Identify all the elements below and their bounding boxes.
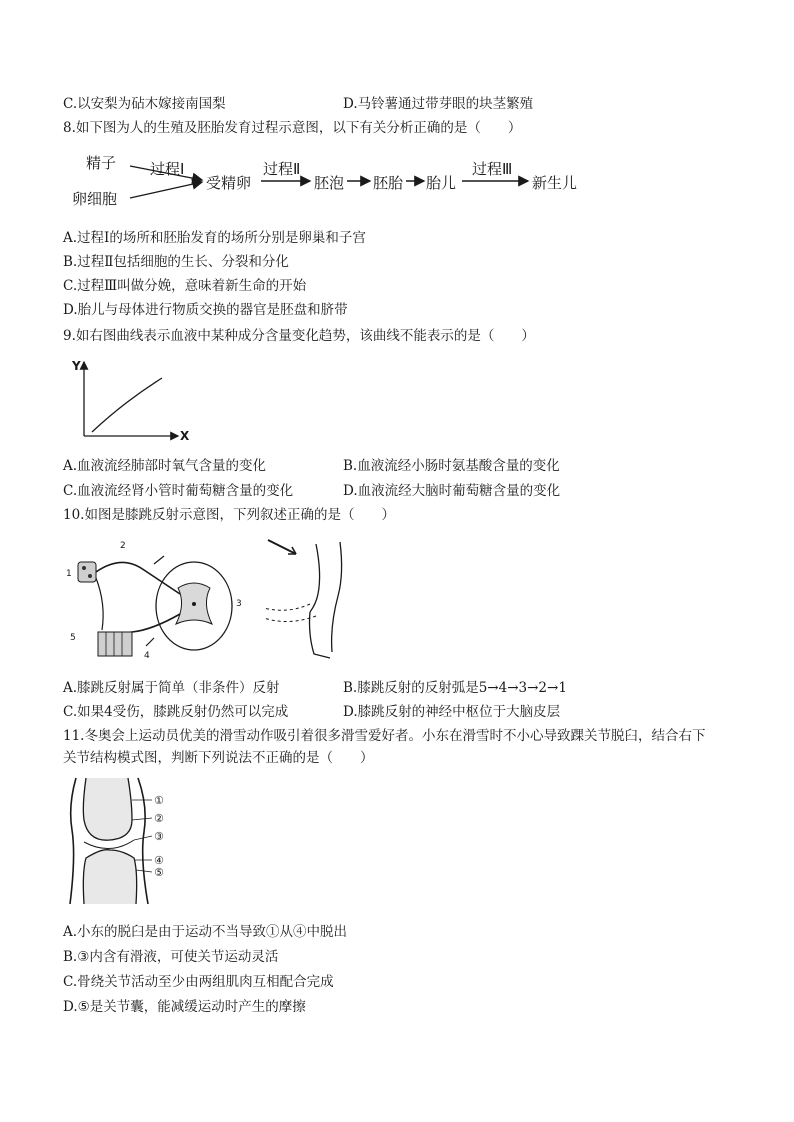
joint-cavity (84, 840, 134, 849)
q9-stem: 9.如右图曲线表示血液中某种成分含量变化趋势，该曲线不能表示的是（ ） (63, 328, 535, 344)
zygote-label: 受精卵 (206, 174, 252, 192)
q8-option-a: A.过程Ⅰ的场所和胚胎发育的场所分别是卵巢和子宫 (63, 230, 366, 246)
q11-stem-line1: 11.冬奥会上运动员优美的滑雪动作吸引着很多滑雪爱好者。小东在滑雪时不小心导致踝关节脱臼，结合右下 (63, 728, 706, 744)
leader-line (132, 818, 152, 820)
hammer-arrow (268, 540, 296, 554)
q9-option-b: B.血液流经小肠时氨基酸含量的变化 (343, 458, 560, 474)
egg-arrow (130, 182, 202, 198)
q9-option-a: A.血液流经肺部时氧气含量的变化 (63, 458, 267, 474)
joint-label-2: ② (154, 812, 164, 825)
effector (98, 632, 132, 656)
label-4: 4 (144, 651, 150, 661)
label-1: 1 (66, 569, 72, 579)
q9-curve-graph (62, 356, 202, 448)
rising-curve (92, 378, 162, 432)
y-axis-label: Y (72, 359, 81, 373)
process3-label: 过程Ⅲ (472, 160, 513, 178)
q10-stem: 10.如图是膝跳反射示意图，下列叙述正确的是（ ） (63, 507, 395, 523)
q9-option-d: D.血液流经大脑时葡萄糖含量的变化 (343, 483, 561, 499)
q10-knee-jerk-reflex-diagram (62, 534, 252, 664)
q8-option-d: D.胎儿与母体进行物质交换的器官是胚盘和脐带 (63, 302, 348, 318)
label-3: 3 (236, 599, 242, 609)
leg-kick-dotted (264, 604, 316, 622)
joint-head (83, 778, 132, 840)
q10-option-b: B.膝跳反射的反射弧是5→4→3→2→1 (343, 680, 567, 696)
joint-socket (83, 850, 136, 904)
label-2: 2 (120, 541, 126, 551)
newborn-label: 新生儿 (532, 174, 578, 192)
q9-option-c: C.血液流经肾小管时葡萄糖含量的变化 (63, 483, 294, 499)
q11-joint-structure-diagram (62, 776, 192, 906)
receptor (78, 562, 96, 582)
leg-thigh (310, 544, 320, 612)
q8-stem: 8.如下图为人的生殖及胚胎发育过程示意图，以下有关分析正确的是（ ） (63, 120, 522, 136)
joint-label-5: ⑤ (154, 866, 164, 879)
q11-option-d: D.⑤是关节囊，能减缓运动时产生的摩擦 (63, 999, 306, 1015)
receptor-dot (82, 566, 86, 570)
q11-option-a: A.小东的脱臼是由于运动不当导致①从④中脱出 (63, 924, 348, 940)
q7-option-d: D.马铃薯通过带芽眼的块茎繁殖 (343, 96, 534, 112)
q11-option-c: C.骨绕关节活动至少由两组肌肉互相配合完成 (63, 974, 334, 990)
joint-label-4: ④ (154, 854, 164, 867)
x-axis-label: X (180, 429, 190, 443)
q10-option-a: A.膝跳反射属于简单（非条件）反射 (63, 680, 280, 696)
joint-label-3: ③ (154, 830, 164, 843)
q10-option-d: D.膝跳反射的神经中枢位于大脑皮层 (343, 704, 561, 720)
q8-reproduction-diagram (70, 150, 590, 212)
embryo-label: 胚胎 (373, 174, 404, 192)
sperm-label: 精子 (86, 154, 117, 172)
receptor-dot (88, 574, 92, 578)
impulse-arrow-out (146, 638, 154, 646)
q11-stem-line2: 关节结构模式图，判断下列说法不正确的是（ ） (63, 750, 374, 766)
q8-option-b: B.过程Ⅱ包括细胞的生长、分裂和分化 (63, 254, 289, 270)
process1-label: 过程Ⅰ (150, 160, 185, 178)
leg-thigh-back (338, 542, 342, 596)
impulse-arrow-in (154, 556, 164, 564)
nerve-fiber (96, 578, 103, 630)
q11-option-b: B.③内含有滑液，可使关节运动灵活 (63, 949, 279, 965)
blastocyst-label: 胚泡 (314, 174, 345, 192)
joint-label-1: ① (154, 794, 164, 807)
q10-leg-kick-illustration (258, 534, 368, 664)
label-5: 5 (70, 633, 76, 643)
egg-label: 卵细胞 (72, 190, 118, 208)
fetus-label: 胎儿 (426, 174, 457, 192)
q8-option-c: C.过程Ⅲ叫做分娩，意味着新生命的开始 (63, 278, 307, 294)
central-canal (192, 602, 196, 606)
q10-option-c: C.如果4受伤，膝跳反射仍然可以完成 (63, 704, 289, 720)
process2-label: 过程Ⅱ (263, 160, 301, 178)
q7-option-c: C.以安梨为砧木嫁接南国梨 (63, 96, 226, 112)
